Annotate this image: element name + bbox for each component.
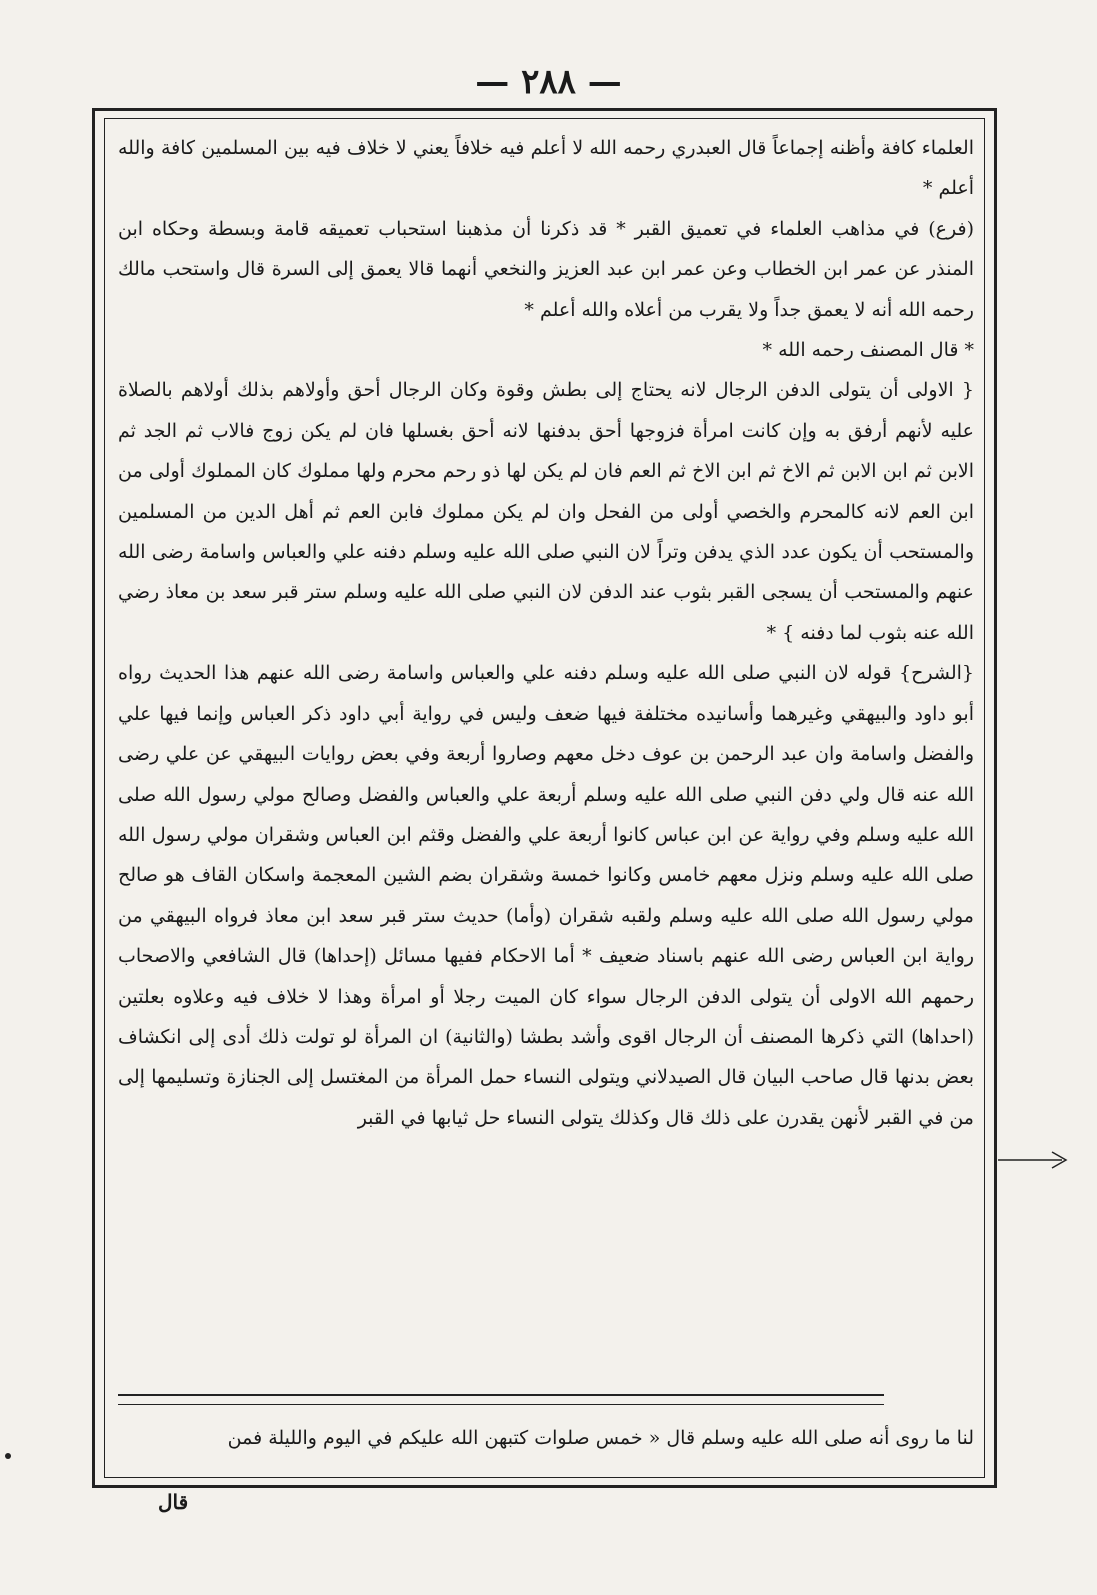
paragraph-4: { الاولى أن يتولى الدفن الرجال لانه يحتاج إلى بطش وقوة وكان الرجال أحق وأولاهم بذلك أولاهم بالصلاة عليه لأنهم أرفق به وإن كانت امرأة فزوجها أحق بدفنها لانه أحق بغسلها فان لم يكن زوج فالاب ثم الجد ثم الابن ثم ابن الابن ثم الاخ ثم ابن الاخ ثم العم فان لم يكن لها ذو رحم محرم ولها مملوك كان المملوك أولى من ابن العم لانه كالمحرم والخصي أولى من الفحل وان لم يكن مملوك فابن العم ثم أهل الدين من المسلمين والمستحب أن يكون عدد الذي يدفن وتراً لان النبي صلى الله عليه وسلم دفنه علي والعباس واسامة رضى الله عنهم والمستحب أن يسجى القبر بثوب عند الدفن لان النبي صلى الله عليه وسلم ستر قبر سعد بن معاذ رضي الله عنه بثوب لما دفنه } * [118,379,974,644]
paragraph-1: العلماء كافة وأظنه إجماعاً قال العبدري رحمه الله لا أعلم فيه خلافاً يعني لا خلاف فيه بين المسلمين كافة والله أعلم * [118,137,974,200]
margin-dot [5,1453,11,1459]
margin-arrow-icon [996,1148,1070,1172]
page-number: — ٢٨٨ — [475,62,622,102]
paragraph-3: * قال المصنف رحمه الله * [762,339,974,362]
footnote-separator [118,1394,884,1396]
footnote-separator-thin [118,1404,884,1405]
paragraph-5: {الشرح} قوله لان النبي صلى الله عليه وسلم دفنه علي والعباس واسامة رضى الله عنهم هذا الحديث رواه أبو داود والبيهقي وغيرهما وأسانيده مختلفة فيها ضعف وليس في رواية أبي داود ذكر العباس وإنما فيها علي والفضل واسامة وان عبد الرحمن بن عوف دخل معهم وصاروا أربعة وفي بعض روايات البيهقي عن علي رضى الله عنه قال ولي دفن النبي صلى الله عليه وسلم أربعة علي والعباس والفضل وصالح مولي رسول الله صلى الله عليه وسلم وفي رواية عن ابن عباس كانوا أربعة علي والفضل وقثم ابن العباس وشقران مولي رسول الله صلى الله عليه وسلم ونزل معهم خامس وكانوا خمسة وشقران بضم الشين المعجمة واسكان القاف هو صالح مولي رسول الله صلى الله عليه وسلم ولقبه شقران (وأما) حديث ستر قبر سعد ابن معاذ فرواه البيهقي من رواية ابن العباس رضى الله عنهم باسناد ضعيف * أما الاحكام ففيها مسائل (إحداها) قال الشافعي والاصحاب رحمهم الله الاولى أن يتولى الدفن الرجال سواء كان الميت رجلا أو امرأة وهذا لا خلاف فيه وعلاوه بعلتين (احداها) التي ذكرها المصنف أن الرجال اقوى وأشد بطشا (والثانية) ان المرأة لو تولت ذلك أدى إلى انكشاف بعض بدنها قال صاحب البيان قال الصيدلاني ويتولى النساء حمل المرأة من المغتسل إلى الجنازة وتسليمها إلى من في القبر لأنهن يقدرن على ذلك قال وكذلك يتولى النساء حل ثيابها في القبر [118,662,974,1129]
paragraph-2: (فرع) في مذاهب العلماء في تعميق القبر * قد ذكرنا أن مذهبنا استحباب تعميقه قامة وبسطة وحكاه ابن المنذر عن عمر ابن الخطاب وعن عمر ابن عبد العزيز والنخعي أنهما قالا يعمق إلى السرة قال واستحب مالك رحمه الله أنه لا يعمق جداً ولا يقرب من أعلاه والله أعلم * [118,217,974,321]
catchword: قال [158,1490,189,1514]
main-text [118,128,974,1138]
footnote: لنا ما روى أنه صلى الله عليه وسلم قال « خمس صلوات كتبهن الله عليكم في اليوم والليلة فمن [227,1427,974,1449]
